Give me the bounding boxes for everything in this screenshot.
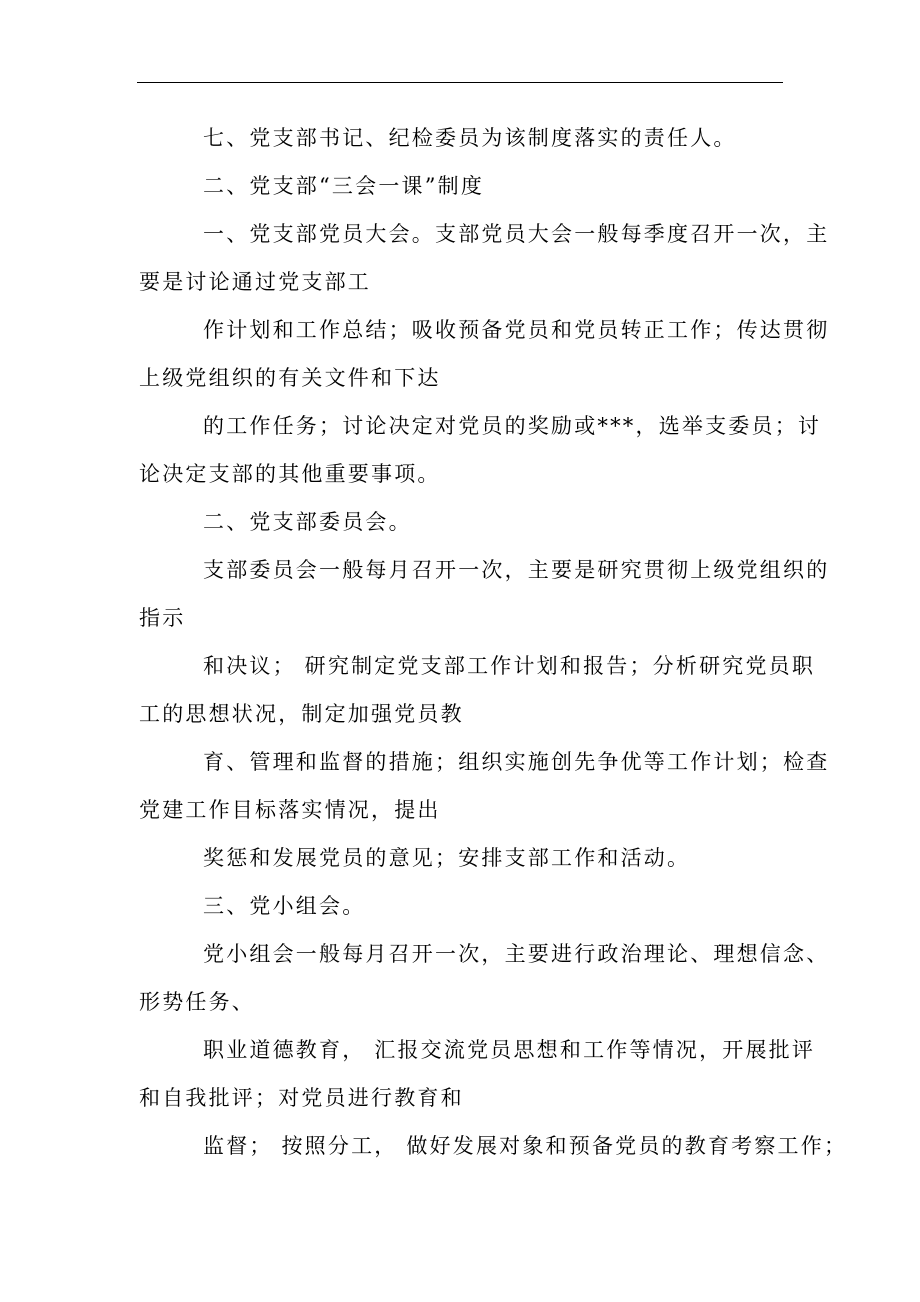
text-line-18: 党小组会一般每月召开一次，主要进行政治理论、理想信念、 <box>203 942 830 966</box>
text-line-1: 七、党支部书记、纪检委员为该制度落实的责任人。 <box>203 126 737 150</box>
text-line-3: 一、党支部党员大会。支部党员大会一般每季度召开一次，主 <box>203 222 830 246</box>
text-line-22: 监督； 按照分工， 做好发展对象和预备党员的教育考察工作； <box>203 1134 848 1158</box>
text-line-12: 和决议； 研究制定党支部工作计划和报告；分析研究党员职 <box>203 654 816 678</box>
text-line-20: 职业道德教育， 汇报交流党员思想和工作等情况，开展批评 <box>203 1038 816 1062</box>
text-line-21: 和自我批评；对党员进行教育和 <box>139 1086 464 1110</box>
text-line-19: 形势任务、 <box>139 990 255 1014</box>
text-line-2: 二、党支部“三会一课”制度 <box>203 174 485 198</box>
header-rule <box>137 82 783 83</box>
text-line-6: 上级党组织的有关文件和下达 <box>139 366 441 390</box>
text-line-15: 党建工作目标落实情况，提出 <box>139 798 441 822</box>
text-line-9: 二、党支部委员会。 <box>203 510 412 534</box>
text-line-8: 论决定支部的其他重要事项。 <box>139 462 441 486</box>
text-line-4: 要是讨论通过党支部工 <box>139 270 371 294</box>
text-line-10: 支部委员会一般每月召开一次，主要是研究贯彻上级党组织的 <box>203 558 830 582</box>
text-line-11: 指示 <box>139 606 186 630</box>
text-line-5: 作计划和工作总结；吸收预备党员和党员转正工作；传达贯彻 <box>203 318 830 342</box>
text-line-7: 的工作任务；讨论决定对党员的奖励或***，选举支委员；讨 <box>203 414 822 438</box>
text-line-17: 三、党小组会。 <box>203 894 366 918</box>
text-line-14: 育、管理和监督的措施；组织实施创先争优等工作计划；检查 <box>203 750 830 774</box>
text-line-13: 工的思想状况，制定加强党员教 <box>139 702 464 726</box>
text-line-16: 奖惩和发展党员的意见；安排支部工作和活动。 <box>203 846 691 870</box>
